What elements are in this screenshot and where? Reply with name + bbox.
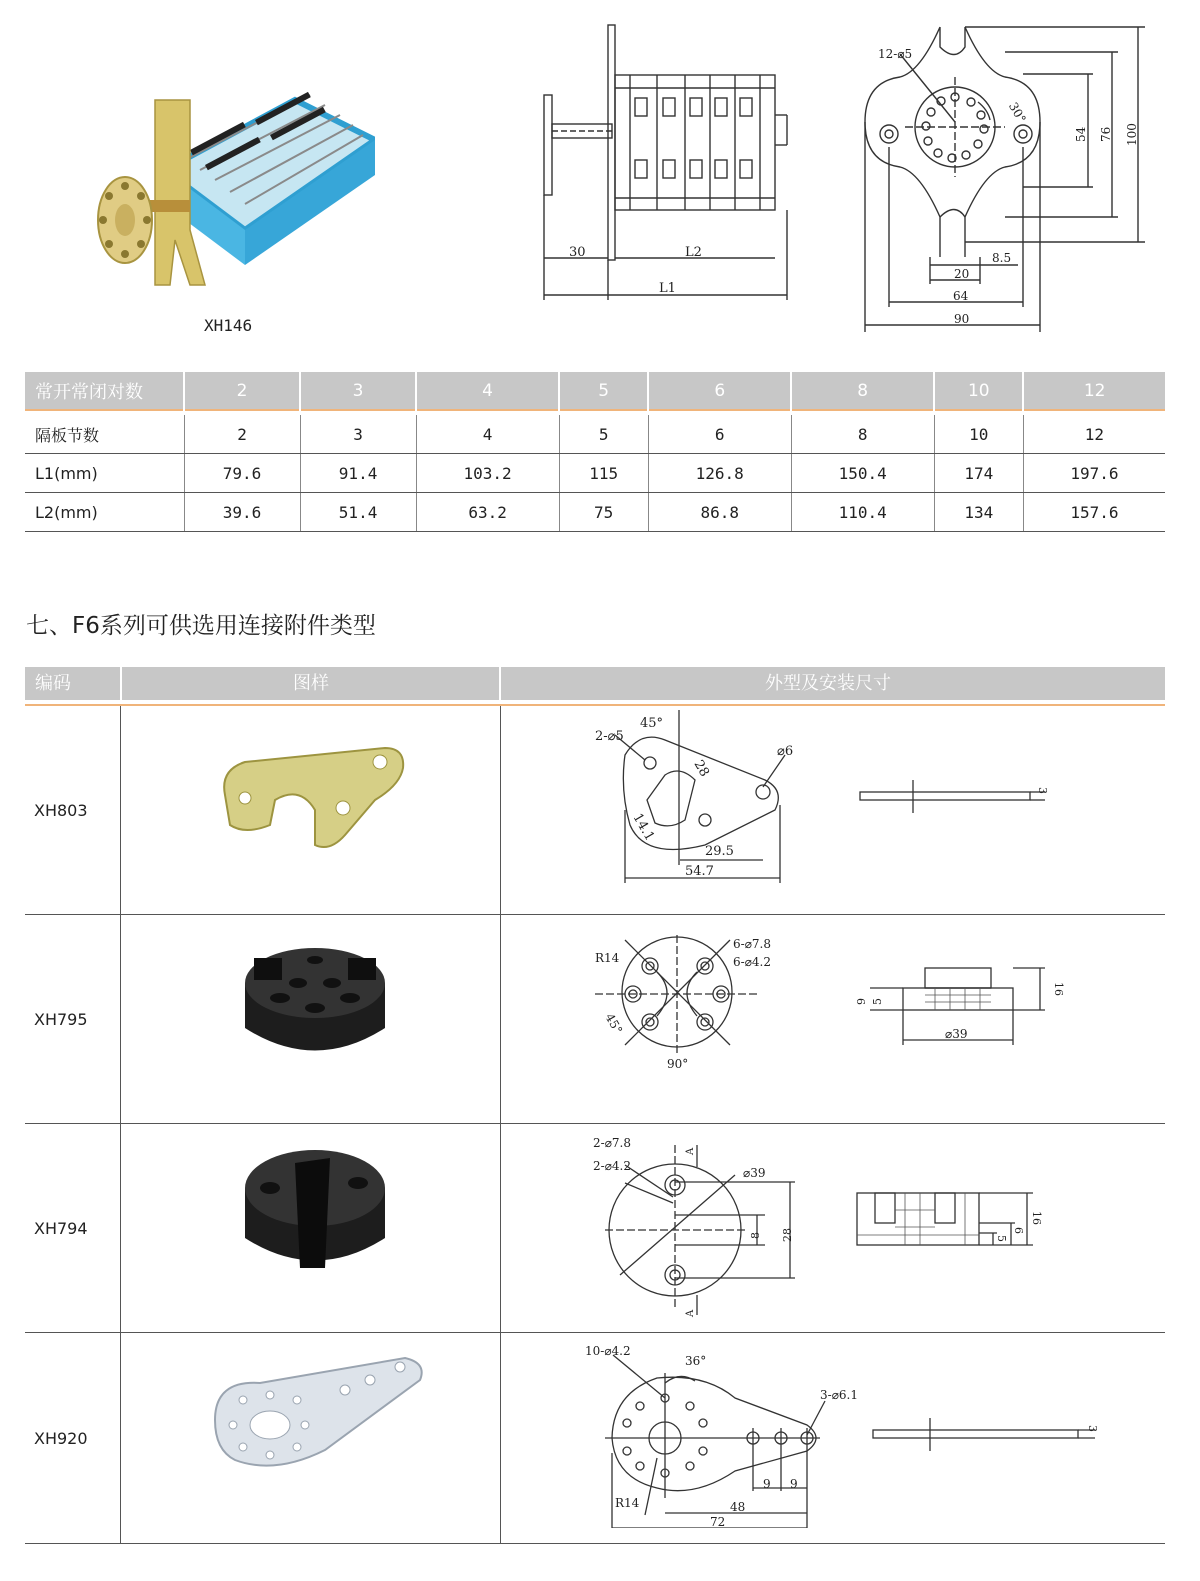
spec-col-header: 8 xyxy=(791,372,934,410)
spec-col-header: 3 xyxy=(300,372,416,410)
section-mark-a: A xyxy=(685,1147,696,1155)
dim-diameter: ⌀39 xyxy=(945,1027,968,1041)
spec-table xyxy=(25,372,1165,532)
spec-cell: 51.4 xyxy=(300,493,416,532)
spec-cell: 150.4 xyxy=(791,454,934,493)
spec-col-header: 6 xyxy=(648,372,791,410)
dim-72: 72 xyxy=(710,1515,726,1528)
side-view-drawing xyxy=(535,20,805,305)
section-title: 七、F6系列可供选用连接附件类型 xyxy=(26,613,376,639)
spec-cell: 79.6 xyxy=(184,454,300,493)
dim-76: 76 xyxy=(1099,126,1113,142)
spec-cell: 110.4 xyxy=(791,493,934,532)
dim-64: 64 xyxy=(953,289,969,303)
dim-54: 54 xyxy=(1074,126,1088,142)
dim-h9: 9 xyxy=(855,998,868,1005)
accessory-code: XH795 xyxy=(34,1010,88,1029)
col-header-code: 编码 xyxy=(35,673,71,694)
accessory-table-header xyxy=(25,667,1165,700)
dim-h5: 5 xyxy=(871,998,884,1005)
dim-14-1: 14.1 xyxy=(629,811,658,844)
dim-28: 28 xyxy=(781,1228,794,1242)
dim-holes: 12-⌀5 xyxy=(878,47,913,61)
spec-cell: 4 xyxy=(416,415,559,454)
dim-8: 8 xyxy=(749,1232,762,1239)
spec-row xyxy=(25,493,1165,532)
accessory-code: XH920 xyxy=(34,1429,88,1448)
dim-radius: R14 xyxy=(595,951,620,965)
dim-radius: R14 xyxy=(615,1496,640,1510)
dim-6: ⌀6 xyxy=(777,744,794,759)
spec-cell: 157.6 xyxy=(1023,493,1165,532)
dim-20: 20 xyxy=(954,267,970,281)
dim-angle-90: 90° xyxy=(667,1057,689,1071)
spec-col-header: 2 xyxy=(184,372,300,410)
dim-28: 28 xyxy=(690,757,712,780)
accessory-code: XH794 xyxy=(34,1219,88,1238)
dim-holes-inner: 6-⌀4.2 xyxy=(733,955,771,969)
dim-angle: 45° xyxy=(640,716,664,731)
spec-row-label: L2(mm) xyxy=(25,493,184,532)
col-header-dims: 外型及安装尺寸 xyxy=(765,673,891,694)
spec-col-header: 4 xyxy=(416,372,559,410)
xh920-drawing xyxy=(585,1343,1115,1528)
dim-h16: 16 xyxy=(1030,1211,1043,1225)
spec-cell: 6 xyxy=(648,415,791,454)
dim-9a: 9 xyxy=(763,1477,771,1491)
xh794-drawing xyxy=(585,1135,1065,1320)
spec-col-header: 10 xyxy=(934,372,1023,410)
xh146-product-photo xyxy=(95,80,375,290)
dim-90: 90 xyxy=(954,312,970,326)
dim-holes-inner: 2-⌀4.2 xyxy=(593,1159,631,1173)
spec-col-header: 12 xyxy=(1023,372,1165,410)
xh795-photo xyxy=(240,938,390,1063)
spec-cell: 115 xyxy=(559,454,648,493)
spec-cell: 174 xyxy=(934,454,1023,493)
dim-l2: L2 xyxy=(685,245,702,260)
spec-cell: 91.4 xyxy=(300,454,416,493)
dim-h6: 6 xyxy=(1012,1227,1025,1234)
spec-cell: 75 xyxy=(559,493,648,532)
dim-diameter: ⌀39 xyxy=(743,1166,766,1180)
xh803-photo xyxy=(215,740,415,855)
dim-100: 100 xyxy=(1125,123,1139,146)
spec-cell: 197.6 xyxy=(1023,454,1165,493)
dim-l1: L1 xyxy=(659,281,676,296)
spec-row xyxy=(25,454,1165,493)
spec-row-label: 隔板节数 xyxy=(25,415,184,454)
dim-angle: 30° xyxy=(1005,99,1029,126)
spec-cell: 103.2 xyxy=(416,454,559,493)
xh795-drawing xyxy=(585,930,1065,1075)
spec-cell: 8 xyxy=(791,415,934,454)
dim-29-5: 29.5 xyxy=(705,844,734,859)
col-header-image: 图样 xyxy=(293,673,329,694)
dim-angle: 36° xyxy=(685,1354,707,1368)
spec-header-row xyxy=(25,372,1165,410)
dim-h5: 5 xyxy=(995,1235,1008,1242)
dim-30: 30 xyxy=(569,245,586,260)
dim-54-7: 54.7 xyxy=(685,864,714,879)
xh794-photo xyxy=(240,1143,390,1273)
spec-row-label: L1(mm) xyxy=(25,454,184,493)
dim-h16: 16 xyxy=(1052,982,1065,996)
spec-header-label: 常开常闭对数 xyxy=(25,372,184,410)
dim-holes-outer: 2-⌀7.8 xyxy=(593,1136,631,1150)
dim-holes-large: 3-⌀6.1 xyxy=(820,1388,858,1402)
dim-8-5: 8.5 xyxy=(992,251,1012,265)
spec-cell: 5 xyxy=(559,415,648,454)
spec-cell: 126.8 xyxy=(648,454,791,493)
dim-48: 48 xyxy=(730,1500,746,1514)
spec-cell: 63.2 xyxy=(416,493,559,532)
dim-holes-outer: 6-⌀7.8 xyxy=(733,937,771,951)
spec-cell: 2 xyxy=(184,415,300,454)
accessory-code: XH803 xyxy=(34,801,88,820)
spec-col-header: 5 xyxy=(559,372,648,410)
spec-cell: 134 xyxy=(934,493,1023,532)
dim-holes: 2-⌀5 xyxy=(595,729,624,744)
spec-cell: 86.8 xyxy=(648,493,791,532)
section-mark-a: A xyxy=(685,1309,696,1317)
dim-holes-small: 10-⌀4.2 xyxy=(585,1344,631,1358)
spec-row xyxy=(25,415,1165,454)
spec-cell: 39.6 xyxy=(184,493,300,532)
front-view-drawing xyxy=(860,22,1150,337)
spec-cell: 12 xyxy=(1023,415,1165,454)
spec-cell: 10 xyxy=(934,415,1023,454)
xh920-photo xyxy=(205,1355,430,1475)
product-caption: XH146 xyxy=(204,316,253,335)
dim-angle-45: 45° xyxy=(602,1011,626,1037)
spec-cell: 3 xyxy=(300,415,416,454)
dim-thickness: 3 xyxy=(1086,1425,1099,1432)
dim-thickness: 3 xyxy=(1036,787,1049,794)
xh803-drawing xyxy=(585,705,1055,885)
dim-9b: 9 xyxy=(790,1477,798,1491)
